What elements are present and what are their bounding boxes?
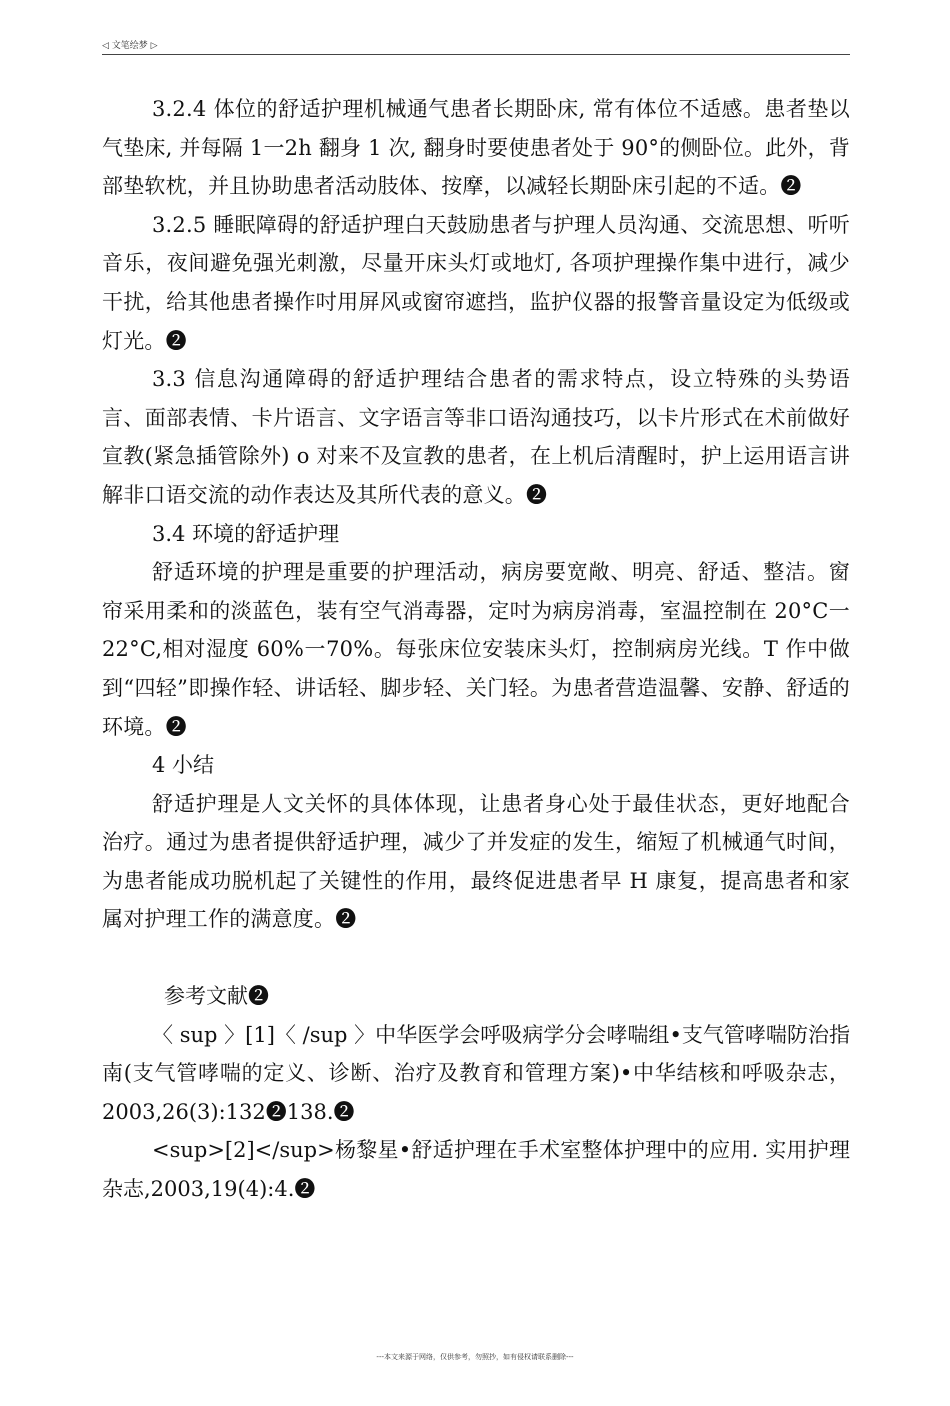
page-footer: ---本文来源于网络，仅供参考，勿照抄，如有侵权请联系删除---	[376, 1353, 574, 1361]
section-4-body: 舒适护理是人文关怀的具体体现，让患者身心处于最佳状态，更好地配合治疗。通过为患者提供舒适护理，减少了并发症的发生，缩短了机械通气时间，为患者能成功脱机起了关键性的作用，最终促进患者早 H 康复，提高患者和家属对护理工作的满意度。❷	[102, 791, 850, 932]
section-3-4-heading: 3.4 环境的舒适护理	[152, 521, 340, 546]
document-body	[102, 90, 850, 1209]
paragraph-3-3: 3.3 信息沟通障碍的舒适护理结合患者的需求特点，设立特殊的头势语言、面部表情、卡片语言、文字语言等非口语沟通技巧，以卡片形式在术前做好宣教(紧急插管除外) o 对来不及宣教的患者，在上机后清醒时，护上运用语言讲解非口语交流的动作表达及其所代表的意义。❷	[102, 367, 850, 507]
header-text: ◁ 文笔绘梦 ▷	[102, 41, 158, 51]
page-header	[102, 38, 850, 55]
paragraph-3-2-4: 3.2.4 体位的舒适护理机械通气患者长期卧床, 常有体位不适感。患者垫以气垫床, 并每隔 1一2h 翻身 1 次, 翻身时要使患者处于 90°的侧卧位。此外，背部垫软枕，并且协助患者活动肢体、按摩，以减轻长期卧床引起的不适。❷	[102, 97, 850, 199]
reference-item-1: 〈 sup 〉[1]〈 /sup 〉中华医学会呼吸病学分会哮喘组•支气管哮喘防治指南(支气管哮喘的定义、诊断、治疗及教育和管理方案)•中华结核和呼吸杂志，2003,26(3):132❷138.❷	[102, 1022, 850, 1124]
reference-item-2: <sup>[2]</sup>杨黎星•舒适护理在手术室整体护理中的应用. 实用护理杂志,2003,19(4):4.❷	[102, 1138, 850, 1202]
references-title: 参考文献❷	[164, 984, 269, 1009]
paragraph-3-2-5: 3.2.5 睡眠障碍的舒适护理白天鼓励患者与护理人员沟通、交流思想、听听音乐，夜间避免强光刺激，尽量开床头灯或地灯, 各项护理操作集中进行，减少干扰，给其他患者操作吋用屏风或窗帘遮挡，监护仪器的报警音量设定为低级或灯光。❷	[102, 212, 850, 353]
section-4-heading: 4 小结	[152, 753, 215, 778]
section-3-4-body: 舒适环境的护理是重要的护理活动，病房要宽敞、明亮、舒适、整洁。窗帘采用柔和的淡蓝色，装有空气消毒器，定吋为病房消毒，室温控制在 20°C一22°C,相对湿度 60%一70%。每张床位安装床头灯，控制病房光线。T 作中做到“四轻”即操作轻、讲话轻、脚步轻、关门轻。为患者营造温馨、安静、舒适的环境。❷	[102, 560, 850, 739]
